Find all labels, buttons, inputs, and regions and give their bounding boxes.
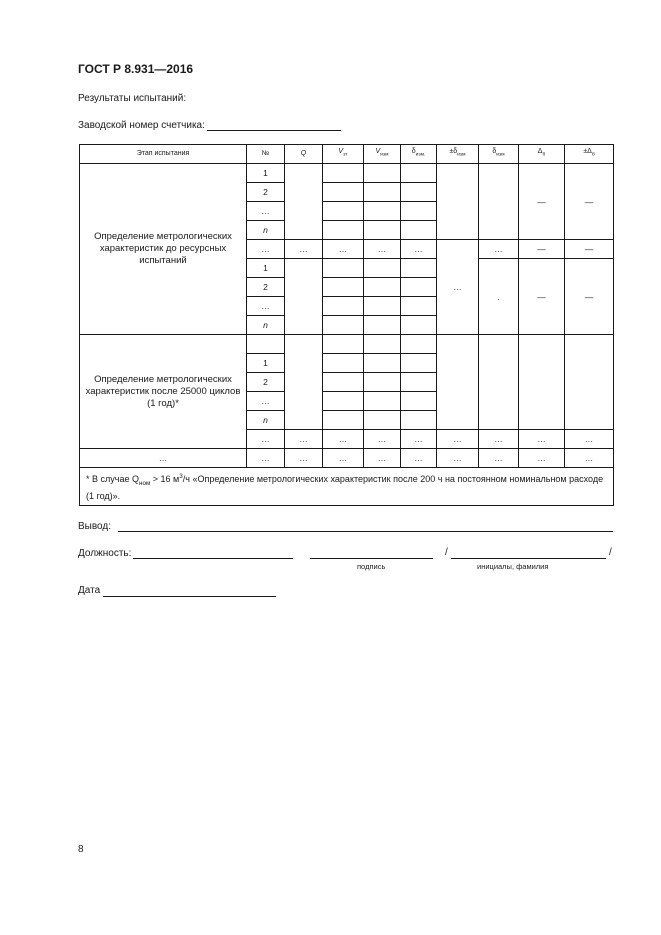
table-header-row	[80, 145, 614, 164]
cell	[401, 259, 437, 278]
cell-pm-delta-b	[565, 335, 614, 430]
cell	[323, 335, 364, 354]
cell: …	[285, 240, 323, 259]
cell	[364, 259, 401, 278]
cell	[323, 373, 364, 392]
cell: …	[519, 449, 565, 468]
cell-delta: .	[479, 259, 519, 335]
cell	[323, 297, 364, 316]
cell: —	[519, 240, 565, 259]
cell	[364, 373, 401, 392]
cell-delta-b: —	[519, 164, 565, 240]
cell	[401, 183, 437, 202]
cell-pm-delta-b: —	[565, 164, 614, 240]
row-number: …	[247, 297, 285, 316]
row-number: 1	[247, 354, 285, 373]
cell-pm-delta	[437, 335, 479, 430]
cell	[323, 183, 364, 202]
cell: …	[364, 240, 401, 259]
document-standard-header: ГОСТ Р 8.931—2016	[78, 62, 194, 76]
row-number: n	[247, 411, 285, 430]
serial-number-label: Заводской номер счетчика:	[78, 120, 205, 131]
cell	[323, 354, 364, 373]
signature-caption: подпись	[357, 562, 386, 571]
header-pm-delta-b: $\pm\Delta_б$	[565, 145, 614, 164]
cell	[323, 202, 364, 221]
cell	[364, 335, 401, 354]
conclusion-field[interactable]	[118, 531, 613, 532]
stage-2-label: Определение метрологических характеристик после 25000 циклов (1 год)*	[80, 335, 247, 449]
row-number	[247, 335, 285, 354]
cell	[401, 354, 437, 373]
row-number: …	[247, 430, 285, 449]
cell: …	[565, 449, 614, 468]
conclusion-label: Вывод:	[78, 521, 112, 532]
cell-pm-delta: …	[437, 240, 479, 335]
cell: …	[401, 240, 437, 259]
header-delta-b: $\Delta_б$	[519, 145, 565, 164]
cell-pm-delta	[437, 164, 479, 240]
cell: —	[565, 240, 614, 259]
cell-stage: …	[80, 449, 247, 468]
cell: …	[565, 430, 614, 449]
header-v-izm: $V_{изм}$	[364, 145, 401, 164]
cell	[364, 392, 401, 411]
header-delta-izm-2: $\delta_{изм}$	[479, 145, 519, 164]
position-field[interactable]	[133, 558, 293, 559]
row-number: 2	[247, 183, 285, 202]
header-q: Q	[285, 145, 323, 164]
row-number: 2	[247, 278, 285, 297]
cell-q	[285, 259, 323, 335]
stage-1-label: Определение метрологических характеристик до ресурсных испытаний	[80, 164, 247, 335]
cell	[364, 221, 401, 240]
cell-delta	[479, 335, 519, 430]
cell: …	[401, 430, 437, 449]
cell: …	[479, 430, 519, 449]
cell	[323, 221, 364, 240]
cell: …	[401, 449, 437, 468]
slash-left: /	[445, 547, 448, 558]
cell: …	[364, 430, 401, 449]
test-results-table	[79, 144, 614, 506]
cell	[401, 278, 437, 297]
serial-number-field[interactable]	[207, 130, 341, 131]
date-field[interactable]	[103, 596, 276, 597]
cell: …	[437, 430, 479, 449]
cell	[364, 297, 401, 316]
table-footnote: * В случае $Q_{ном} > 16$ $м^3/ч$ «Определение метрологических характеристик после 200 ч на постоянном номинальном расходе (1 год)».	[80, 468, 614, 506]
header-v-et: $V_{эт}$	[323, 145, 364, 164]
cell: …	[285, 449, 323, 468]
cell	[401, 411, 437, 430]
row-number: 1	[247, 259, 285, 278]
cell-delta	[479, 164, 519, 240]
cell	[323, 259, 364, 278]
cell	[401, 202, 437, 221]
table-row	[80, 449, 614, 468]
cell	[364, 354, 401, 373]
cell: …	[364, 449, 401, 468]
row-number: 1	[247, 164, 285, 183]
cell	[364, 278, 401, 297]
cell-delta-b: —	[519, 259, 565, 335]
cell: …	[479, 240, 519, 259]
row-number: …	[247, 202, 285, 221]
position-label: Должность:	[78, 548, 132, 559]
cell: …	[247, 449, 285, 468]
cell	[401, 335, 437, 354]
cell	[401, 221, 437, 240]
row-number: …	[247, 240, 285, 259]
signature-field[interactable]	[310, 558, 433, 559]
date-label: Дата	[78, 585, 101, 596]
cell: …	[479, 449, 519, 468]
header-pm-delta-izm: $\pm\delta_{изм}$	[437, 145, 479, 164]
cell	[364, 183, 401, 202]
cell	[364, 202, 401, 221]
cell: …	[285, 430, 323, 449]
cell	[401, 316, 437, 335]
table-footnote-row	[80, 468, 614, 506]
cell	[401, 297, 437, 316]
initials-caption: инициалы, фамилия	[477, 562, 549, 571]
cell: …	[323, 430, 364, 449]
cell: …	[519, 430, 565, 449]
header-number: №	[247, 145, 285, 164]
cell-delta-b	[519, 335, 565, 430]
test-results-label: Результаты испытаний:	[78, 93, 187, 104]
cell	[323, 316, 364, 335]
cell	[323, 278, 364, 297]
cell	[401, 392, 437, 411]
row-number: n	[247, 316, 285, 335]
cell-pm-delta-b: —	[565, 259, 614, 335]
cell-q	[285, 164, 323, 240]
cell	[323, 164, 364, 183]
cell	[401, 164, 437, 183]
cell-q	[285, 335, 323, 430]
cell	[401, 373, 437, 392]
header-delta-izm: $\delta_{изм.}$	[401, 145, 437, 164]
page-number: 8	[78, 844, 84, 855]
table-row	[80, 335, 614, 354]
row-number: 2	[247, 373, 285, 392]
cell	[364, 411, 401, 430]
initials-field[interactable]	[451, 558, 606, 559]
row-number: …	[247, 392, 285, 411]
header-stage: Этап испытания	[80, 145, 247, 164]
cell	[323, 392, 364, 411]
table-row	[80, 164, 614, 183]
cell	[323, 411, 364, 430]
cell	[364, 164, 401, 183]
slash-right: /	[609, 547, 612, 558]
row-number: n	[247, 221, 285, 240]
cell	[364, 316, 401, 335]
cell: …	[437, 449, 479, 468]
cell: …	[323, 449, 364, 468]
cell: …	[323, 240, 364, 259]
